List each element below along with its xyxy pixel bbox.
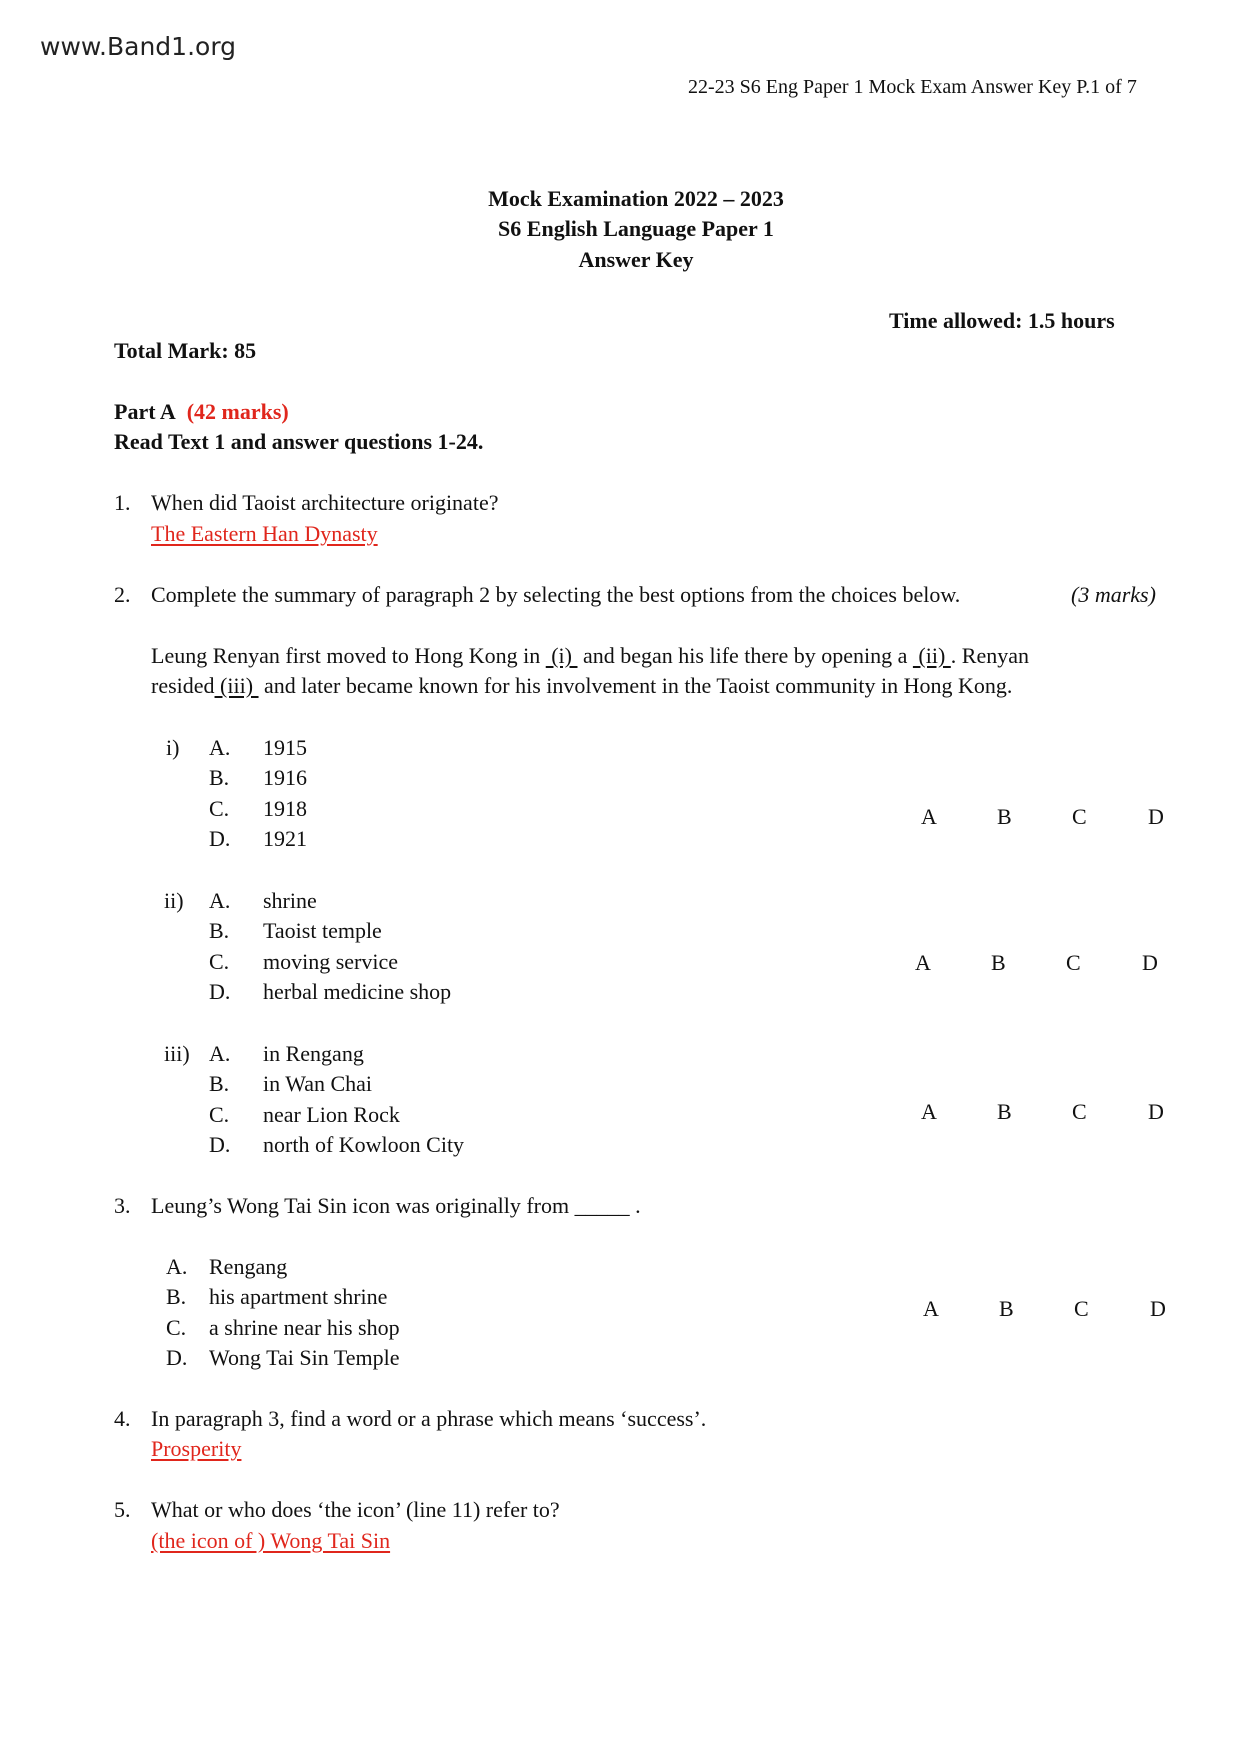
option-text: 1915 — [263, 735, 307, 760]
q3-number: 3. — [114, 1193, 131, 1218]
answer-key-title: Answer Key — [578, 247, 694, 272]
bubble-b[interactable]: B — [997, 804, 1012, 829]
option-letter: D. — [166, 1345, 188, 1370]
option-letter: D. — [209, 1132, 231, 1157]
option-text: Wong Tai Sin Temple — [209, 1345, 400, 1370]
option-letter: C. — [166, 1315, 187, 1340]
option-letter: C. — [209, 949, 230, 974]
q1-number: 1. — [114, 490, 131, 515]
bubble-c[interactable]: C — [1074, 1296, 1089, 1321]
bubble-b[interactable]: B — [997, 1099, 1012, 1124]
q3-text: Leung’s Wong Tai Sin icon was originally from _____ . — [151, 1193, 641, 1218]
sub-i-label: i) — [166, 735, 180, 760]
part-instruction: Read Text 1 and answer questions 1-24. — [114, 429, 484, 454]
part-marks: (42 marks) — [186, 399, 289, 424]
option-text: Rengang — [209, 1254, 288, 1279]
option-letter: D. — [209, 826, 231, 851]
q5-text: What or who does ‘the icon’ (line 11) refer to? — [151, 1497, 560, 1522]
q5-answer: (the icon of ) Wong Tai Sin — [151, 1528, 391, 1553]
option-text: 1916 — [263, 765, 307, 790]
option-letter: D. — [209, 979, 231, 1004]
option-letter: C. — [209, 796, 230, 821]
bubble-d[interactable]: D — [1148, 804, 1164, 829]
option-text: 1918 — [263, 796, 307, 821]
option-text: 1921 — [263, 826, 307, 851]
q5-number: 5. — [114, 1497, 131, 1522]
option-text: near Lion Rock — [263, 1102, 400, 1127]
option-text: moving service — [263, 949, 399, 974]
bubble-b[interactable]: B — [991, 950, 1006, 975]
bubble-a[interactable]: A — [921, 804, 937, 829]
q1-text: When did Taoist architecture originate? — [151, 490, 499, 515]
paper-title: S6 English Language Paper 1 — [498, 216, 774, 241]
time-allowed: Time allowed: 1.5 hours — [889, 308, 1115, 333]
option-text: shrine — [263, 888, 317, 913]
option-letter: A. — [209, 735, 231, 760]
q2-marks: (3 marks) — [1071, 582, 1156, 607]
q2-summary-line2: resided (iii) and later became known for his involvement in the Taoist community in Hong Kong. — [151, 673, 1013, 698]
bubble-c[interactable]: C — [1072, 804, 1087, 829]
bubble-d[interactable]: D — [1150, 1296, 1166, 1321]
total-mark: Total Mark: 85 — [114, 338, 257, 363]
q4-text: In paragraph 3, find a word or a phrase which means ‘success’. — [151, 1406, 707, 1431]
bubble-c[interactable]: C — [1072, 1099, 1087, 1124]
exam-title: Mock Examination 2022 – 2023 — [488, 186, 784, 211]
bubble-b[interactable]: B — [999, 1296, 1014, 1321]
option-text: in Wan Chai — [263, 1071, 373, 1096]
bubble-a[interactable]: A — [923, 1296, 939, 1321]
bubble-c[interactable]: C — [1066, 950, 1081, 975]
option-text: north of Kowloon City — [263, 1132, 465, 1157]
part-heading — [114, 399, 289, 425]
option-letter: B. — [209, 918, 230, 943]
bubble-d[interactable]: D — [1142, 950, 1158, 975]
option-letter: A. — [209, 888, 231, 913]
blank-iii: (iii) — [214, 673, 259, 698]
part-label: Part A — [114, 399, 176, 424]
option-text: in Rengang — [263, 1041, 364, 1066]
q4-answer: Prosperity — [151, 1436, 242, 1461]
bubble-d[interactable]: D — [1148, 1099, 1164, 1124]
option-letter: B. — [209, 765, 230, 790]
q1-answer: The Eastern Han Dynasty — [151, 521, 378, 546]
option-text: Taoist temple — [263, 918, 382, 943]
option-letter: B. — [209, 1071, 230, 1096]
blank-i: (i) — [545, 643, 578, 668]
blank-ii: (ii) — [912, 643, 951, 668]
option-text: herbal medicine shop — [263, 979, 452, 1004]
bubble-a[interactable]: A — [915, 950, 931, 975]
option-letter: C. — [209, 1102, 230, 1127]
sub-ii-label: ii) — [164, 888, 184, 913]
bubble-a[interactable]: A — [921, 1099, 937, 1124]
q4-number: 4. — [114, 1406, 131, 1431]
option-letter: A. — [209, 1041, 231, 1066]
q2-number: 2. — [114, 582, 131, 607]
page-reference: 22-23 S6 Eng Paper 1 Mock Exam Answer Key P.1 of 7 — [688, 76, 1137, 98]
option-text: a shrine near his shop — [209, 1315, 400, 1340]
sub-iii-label: iii) — [164, 1041, 190, 1066]
option-text: his apartment shrine — [209, 1284, 388, 1309]
q2-summary-line1: Leung Renyan first moved to Hong Kong in (i) and began his life there by opening a (ii) . Renyan — [151, 643, 1029, 668]
watermark: www.Band1.org — [40, 32, 237, 61]
option-letter: A. — [166, 1254, 188, 1279]
q2-text: Complete the summary of paragraph 2 by selecting the best options from the choices below. — [151, 582, 961, 607]
option-letter: B. — [166, 1284, 187, 1309]
